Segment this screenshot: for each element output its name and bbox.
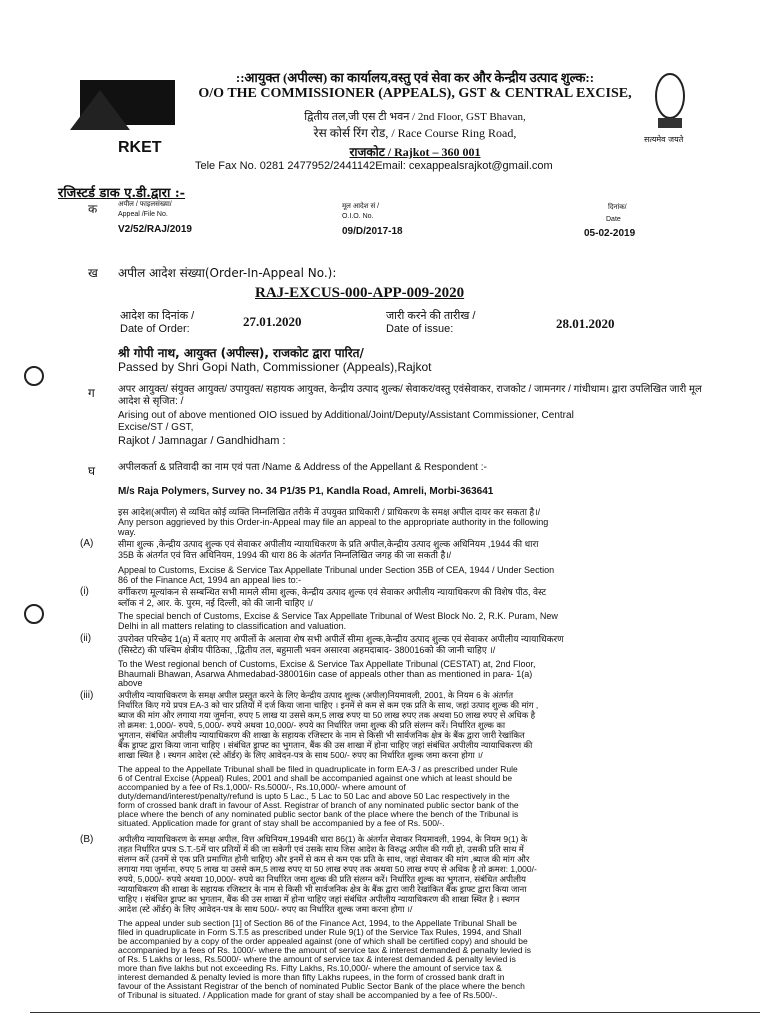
ga-hindi: अपर आयुक्त/ संयुक्त आयुक्त/ उपायुक्त/ सहायक आयुक्त, केन्द्रीय उत्पाद शुल्क/ सेवाकर/वस्तु एवंसेवाकर, राजकोट / जामनगर / गांधीधाम। द्वारा उपलिखित जारी मूल आदेश से सृजित: /	[118, 384, 702, 407]
para-B-hi-2: तहत निर्धारित प्रपत्र S.T.-5में चार प्रतियों में की जा सकेगी एवं उसके साथ जिस आदेश के विरुद्ध अपील की गयी हो, उसकी प्रति साथ में	[118, 844, 524, 854]
registered-post-heading: रजिस्टर्ड डाक ए.डी.द्वारा :-	[58, 186, 186, 201]
party-name-address: M/s Raja Polymers, Survey no. 34 P1/35 P1, Kandla Road, Amreli, Morbi-363641	[118, 486, 494, 497]
para-B-en-5: of Rs. 5 Lakhs or less, Rs.5000/- where the amount of service tax & interest demanded & penalty levied is	[118, 954, 516, 964]
address-line-1: द्वितीय तल,जी एस टी भवन / 2nd Floor, GST Bhavan,	[304, 111, 526, 123]
ga-english-2: Excise/ST / GST,	[118, 422, 194, 433]
para-A-hi-1: सीमा शुल्क ,केन्द्रीय उत्पाद शुल्क एवं सेवाकर अपीलीय न्यायाधिकरण के प्रति अपील,केन्द्रीय उत्पाद शुल्क अधिनियम ,1944 की धारा	[118, 539, 539, 549]
para-B-en-8: favour of the Assistant Registrar of the bench of nominated Public Sector Bank of the place where the bench	[118, 981, 525, 991]
para-iii-hi-5: भुगतान, संबंधित अपीलीय न्यायाधिकरण की शाखा के सहायक रजिस्टार के नाम से किसी भी सार्वजनिक क्षेत्र के बैंक द्वारा जारी रेखांकित	[118, 730, 525, 740]
para-B-en-1: The appeal under sub section [1] of Section 86 of the Finance Act, 1994, to the Appellate Tribunal Shall be	[118, 918, 517, 928]
issue-date-label-en: Date of issue:	[386, 323, 454, 335]
marker-ii: (ii)	[80, 633, 92, 644]
marker-A: (A)	[80, 538, 94, 549]
para-B-hi-5: रुपये, 5,000/- रुपये अथवा 10,000/- रुपये का निर्धारित जमा शुल्क की प्रति संलग्न करें। निर्धारित शुल्क का भुगतान, संबंधित अपीलीय	[118, 874, 526, 884]
para-iii-en-3: accompanied by a fee of Rs.1,000/- Rs.5000/-, Rs.10,000/- where amount of	[118, 782, 406, 792]
address-line-2: रेस कोर्स रिंग रोड, / Race Course Ring Road,	[313, 126, 517, 140]
footer-divider	[30, 1012, 760, 1013]
para-B-hi-7: चाहिए । संबंधित ड्राफ्ट का भुगतान, बैंक की उस शाखा में होना चाहिए जहां संबंधित अपीलीय न्यायाधिकरण की शाखा स्थित है । स्थगन	[118, 894, 520, 904]
order-in-appeal-no: RAJ-EXCUS-000-APP-009-2020	[255, 285, 465, 301]
para-iii-en-4: duty/demand/interest/penalty/refund is upto 5 Lac., 5 Lac to 50 Lac and above 50 Lac respectively in the	[118, 791, 510, 801]
punch-hole	[24, 604, 44, 624]
para-i-en-2: Delhi in all matters relating to classification and valuation.	[118, 621, 347, 631]
contact-line: Tele Fax No. 0281 2477952/2441142Email: cexappealsrajkot@gmail.com	[195, 160, 553, 172]
para-B-en-7: interest demanded & penalty levied is more than fifty Lakhs rupees, in the form of crossed bank draft in	[118, 972, 505, 982]
oia-label: अपील आदेश संख्या(Order-In-Appeal No.):	[118, 266, 337, 280]
para-iii-hi-6: बैंक ड्राफ्ट द्वारा किया जाना चाहिए । संबंधित ड्राफ्ट का भुगतान, बैंक की उस शाखा में होना चाहिए जहां संबंधित अपीलीय न्यायाधिकरण की	[118, 740, 533, 750]
para-B-en-4: accompanied by a fees of Rs. 1000/- where the amount of service tax & interest demanded & penalty levied is	[118, 945, 531, 955]
marker-i: (i)	[80, 586, 89, 597]
para-B-en-9: of Tribunal is situated. / Application made for grant of stay shall be accompanied by a fee of Rs.500/-.	[118, 990, 498, 1000]
ga-english-1: Arising out of above mentioned OIO issued by Additional/Joint/Deputy/Assistant Commissioner, Central	[118, 410, 574, 421]
marker-gha: घ	[88, 464, 96, 478]
order-date: 27.01.2020	[243, 314, 302, 329]
para-iii-hi-3: ब्याज की मांग और लगाया गया जुर्माना, रुपए 5 लाख या उससे कम,5 लाख रुपए या 50 लाख रुपए तक अथवा 50 लाख रुपए से अधिक है	[118, 710, 536, 720]
office-title-english: O/O THE COMMISSIONER (APPEALS), GST & CENTRAL EXCISE,	[198, 86, 632, 101]
marker-B: (B)	[80, 834, 94, 845]
punch-hole	[24, 366, 44, 386]
intro-hindi: इस आदेश(अपील) से व्यथित कोई व्यक्ति निम्नलिखित तरीके में उपयुक्त प्राधिकारी / प्राधिकरण के समक्ष अपील दायर कर सकता है।/	[118, 507, 541, 517]
issue-date: 28.01.2020	[556, 316, 615, 331]
para-iii-hi-4: तो क्रमश: 1,000/- रुपये, 5,000/- रुपये अथवा 10,000/- रुपये का निर्धारित जमा शुल्क की प्रति संलग्न करें। निर्धारित शुल्क का	[118, 720, 506, 730]
para-iii-en-5: form of crossed bank draft in favour of Asst. Registrar of branch of any nominated public sector bank of the	[118, 800, 519, 810]
para-B-hi-4: लगाया गया जुर्माना, रुपए 5 लाख या उससे कम,5 लाख रुपए या 50 लाख रुपए तक अथवा 50 लाख रुपए से अधिक है तो क्रमश: 1,000/-	[118, 864, 537, 874]
para-B-en-2: filed in quadruplicate in Form S.T.5 as prescribed under Rule 9(1) of the Service Tax Rules, 1994, and Shall	[118, 927, 522, 937]
date-label-en: Date	[606, 216, 621, 223]
address-line-3: राजकोट / Rajkot – 360 001	[349, 145, 481, 159]
order-date-label-en: Date of Order:	[120, 323, 190, 335]
appeal-no: V2/52/RAJ/2019	[118, 224, 192, 235]
para-B-hi-8: आदेश (स्टे ऑर्डर) के लिए आवेदन-पत्र के साथ 500/- रुपए का निर्धारित शुल्क जमा करना होगा ।/	[118, 904, 413, 914]
para-B-hi-1: अपीलीय न्यायाधिकरण के समक्ष अपील, वित्त अधिनियम,1994की धारा 86(1) के अंतर्गत सेवाकर नियमावली, 1994, के नियम 9(1) के	[118, 834, 528, 844]
marker-iii: (iii)	[80, 690, 94, 701]
marker-ka: क	[88, 202, 98, 216]
para-ii-hi-1: उपरोक्त परिच्छेद 1(a) में बताए गए अपीलों के अलावा शेष सभी अपीलें सीमा शुल्क,केन्द्रीय उत्पाद शुल्क एवं सेवाकर अपीलीय न्यायाधिकरण	[118, 634, 564, 644]
para-B-en-3: be accompanied by a copy of the order appealed against (one of which shall be certified copy) and should be	[118, 936, 528, 946]
oio-no: 09/D/2017-18	[342, 226, 403, 237]
para-B-en-6: more than five lakhs but not exceeding Rs. Fifty Lakhs, Rs.10,000/- where the amount of service tax &	[118, 963, 502, 973]
logo-text: RKET	[118, 139, 162, 155]
passed-by-english: Passed by Shri Gopi Nath, Commissioner (Appeals),Rajkot	[118, 360, 432, 374]
para-iii-en-2: 6 of Central Excise (Appeal) Rules, 2001 and shall be accompanied against one which at least should be	[118, 773, 513, 783]
date-label-hi: दिनांक/	[608, 204, 627, 211]
oio-label-en: O.I.O. No.	[342, 213, 374, 220]
office-title-hindi: ::आयुक्त (अपील्स) का कार्यालय,वस्तु एवं सेवा कर और केन्द्रीय उत्पाद शुल्क::	[235, 70, 595, 85]
para-iii-en-7: situated. Application made for grant of stay shall be accompanied by a fee of Rs. 500/-.	[118, 818, 445, 828]
gha-label: अपीलकर्ता & प्रतिवादी का नाम एवं पता /Name & Address of the Appellant & Respondent :-	[118, 462, 487, 473]
para-ii-en-1: To the West regional bench of Customs, Excise & Service Tax Appellate Tribunal (CESTAT) at, 2nd Floor,	[118, 659, 536, 669]
appeal-label-hi: अपील / फाइलसंख्या/	[118, 201, 172, 208]
order-date-label-hi: आदेश का दिनांक /	[120, 310, 195, 322]
para-A-en-1: Appeal to Customs, Excise & Service Tax Appellate Tribunal under Section 35B of CEA, 1944 / Under Section	[118, 565, 555, 575]
para-iii-hi-7: शाखा स्थित है । स्थगन आदेश (स्टे ऑर्डर) के लिए आवेदन-पत्र के साथ 500/- रुपए का निर्धारित शुल्क जमा करना होगा ।/	[118, 750, 483, 760]
oio-date: 05-02-2019	[584, 228, 636, 239]
para-B-hi-3: संलग्न करें (उनमें से एक प्रति प्रमाणित होनी चाहिए) और इनमें से कम से कम एक प्रति के साथ, जहां सेवाकर की मांग ,ब्याज की मांग और	[118, 854, 530, 864]
para-iii-hi-1: अपीलीय न्यायाधिकरण के समक्ष अपील प्रस्तुत करने के लिए केन्द्रीय उत्पाद शुल्क (अपील)नियमावली, 2001, के नियम 6 के अंतर्गत	[118, 690, 514, 700]
appeal-label-en: Appeal /File No.	[118, 211, 168, 218]
para-ii-hi-2: (सिस्टेट) की पश्चिम क्षेत्रीय पीठिका, ,द्वितीय तल, बहुमाली भवन असारवा अहमदाबाद- 380016को की जानी चाहिए ।/	[118, 645, 496, 655]
emblem-caption: सत्यमेव जयते	[644, 135, 684, 144]
oio-label-hi: मूल आदेश सं /	[342, 203, 380, 210]
para-A-en-2: 86 of the Finance Act, 1994 an appeal lies to:-	[118, 575, 302, 585]
marker-kha: ख	[88, 266, 98, 280]
intro-english-2: way.	[118, 527, 136, 537]
market-logo	[60, 60, 190, 155]
para-iii-hi-2: निर्धारित किए गये प्रपत्र EA-3 को चार प्रतियों में दर्ज किया जाना चाहिए । इनमें से कम से कम एक प्रति के साथ, जहां उत्पाद शुल्क की मांग ,	[118, 700, 539, 710]
para-ii-en-2: Bhaumali Bhawan, Asarwa Ahmedabad-380016in case of appeals other than as mentioned in para- 1(a)	[118, 669, 533, 679]
national-emblem	[640, 68, 700, 148]
para-iii-en-1: The appeal to the Appellate Tribunal shall be filed in quadruplicate in form EA-3 / as prescribed under Rule	[118, 764, 518, 774]
para-i-en-1: The special bench of Customs, Excise & Service Tax Appellate Tribunal of West Block No. 2, R.K. Puram, New	[118, 611, 558, 621]
issue-date-label-hi: जारी करने की तारीख /	[386, 310, 476, 322]
para-i-hi-2: ब्लॉक नं 2, आर. के. पुरम, नई दिल्ली, को की जानी चाहिए ।/	[118, 598, 313, 608]
para-ii-en-3: above	[118, 678, 143, 688]
passed-by-hindi: श्री गोपी नाथ, आयुक्त (अपील्स), राजकोट द्वारा पारित/	[118, 346, 364, 360]
intro-english-1: Any person aggrieved by this Order-in-Appeal may file an appeal to the appropriate authority in the following	[118, 517, 549, 527]
ga-english-3: Rajkot / Jamnagar / Gandhidham :	[118, 435, 286, 447]
para-B-hi-6: न्यायाधिकरण की शाखा के सहायक रजिस्टार के नाम से किसी भी सार्वजनिक क्षेत्र के बैंक द्वारा जारी रेखांकित बैंक ड्राफ्ट द्वारा किया जाना	[118, 884, 527, 894]
marker-ga: ग	[88, 386, 95, 400]
para-iii-en-6: place where the bench of any nominated public sector bank of the place where the bench of the Tribunal is	[118, 809, 519, 819]
para-i-hi-1: वर्गीकरण मूल्यांकन से सम्बन्धित सभी मामले सीमा शुल्क, केन्द्रीय उत्पाद शुल्क एवं सेवाकर अपीलीय न्यायाधिकरण की विशेष पीठ, वेस्ट	[118, 587, 547, 597]
para-A-hi-2: 35B के अंतर्गत एवं वित्त अधिनियम, 1994 की धारा 86 के अंतर्गत निम्नलिखित जगह की जा सकती है।/	[118, 550, 452, 560]
